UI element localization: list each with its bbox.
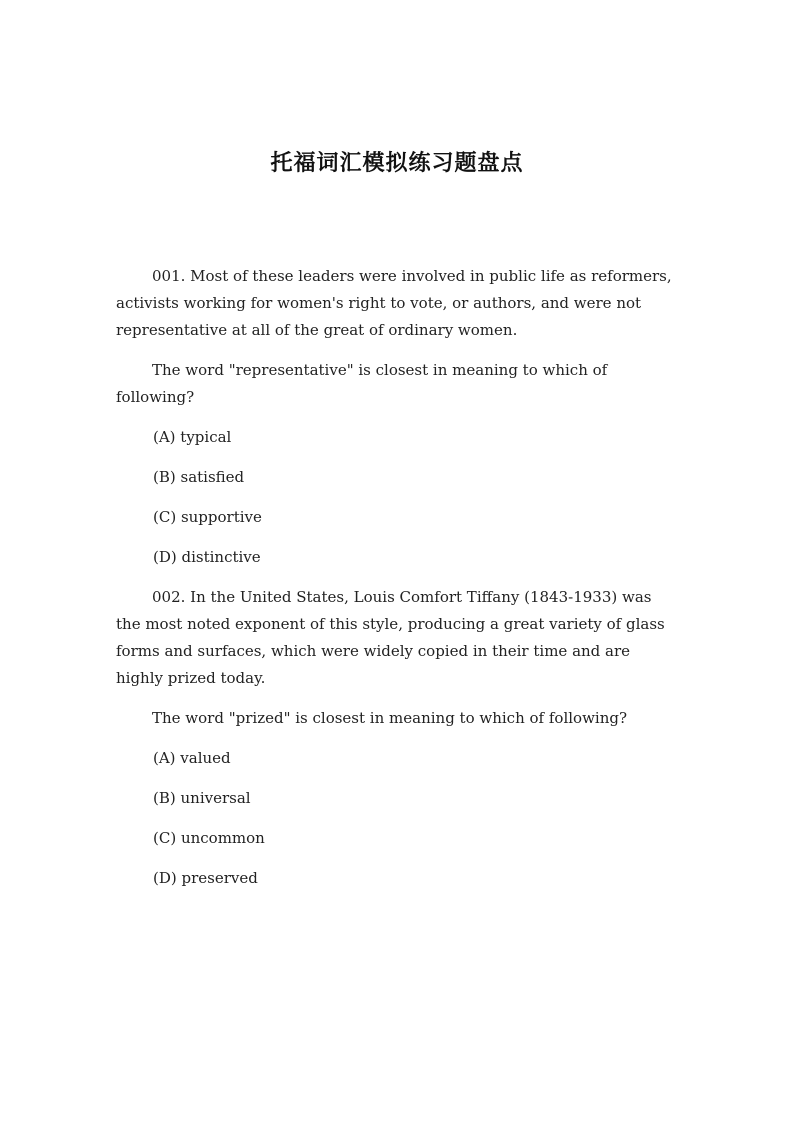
answer-option-b: (B) satisfied bbox=[153, 468, 245, 486]
answer-option-d: (D) preserved bbox=[153, 869, 258, 887]
question-prompt: The word "prized" is closest in meaning to which of following? bbox=[152, 709, 628, 727]
question-prompt: The word "representative" is closest in meaning to which of following? bbox=[116, 361, 608, 406]
question-2 bbox=[116, 584, 676, 892]
answer-option-c: (C) supportive bbox=[153, 508, 262, 526]
answer-option-a: (A) typical bbox=[153, 428, 232, 446]
answer-option-b: (B) universal bbox=[153, 789, 251, 807]
question-passage: 002. In the United States, Louis Comfort Tiffany (1843-1933) was the most noted exponent of this style, producing a great variety of glass forms and surfaces, which were widely copied in their time and are highly prized today. bbox=[116, 588, 665, 687]
document-body bbox=[116, 263, 676, 905]
page-title: 托福词汇模拟练习题盘点 bbox=[270, 151, 524, 176]
answer-option-c: (C) uncommon bbox=[153, 829, 265, 847]
question-1 bbox=[116, 263, 676, 571]
answer-option-a: (A) valued bbox=[153, 749, 231, 767]
question-passage: 001. Most of these leaders were involved in public life as reformers, activists working for women's right to vote, or authors, and were not representative at all of the great of ordinary women. bbox=[116, 267, 672, 339]
answer-option-d: (D) distinctive bbox=[153, 548, 261, 566]
